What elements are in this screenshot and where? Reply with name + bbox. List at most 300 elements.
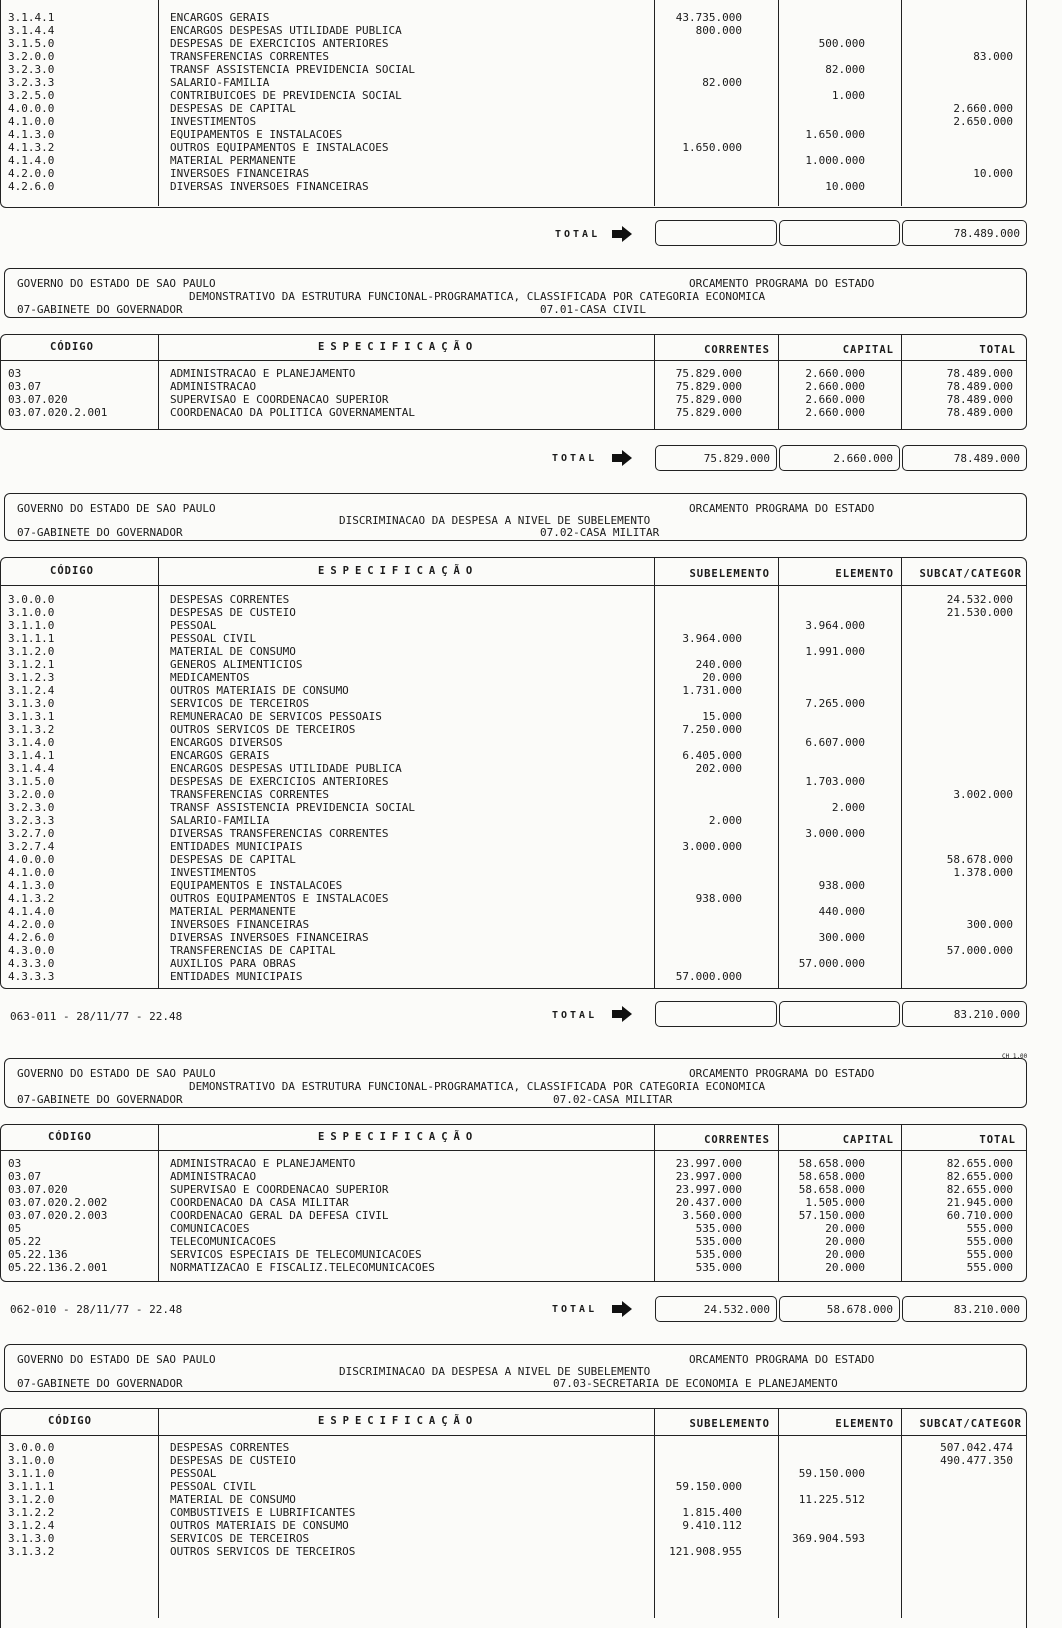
- gov-name: GOVERNO DO ESTADO DE SAO PAULO: [17, 1353, 216, 1366]
- cell-spec: COORDENACAO DA POLITICA GOVERNAMENTAL: [170, 406, 416, 419]
- section3-total-c3: 83.210.000: [902, 1001, 1027, 1027]
- table-row: [0, 671, 1027, 684]
- section2-header-rule: [0, 360, 1027, 361]
- cell-spec: OUTROS EQUIPAMENTOS E INSTALACOES: [170, 892, 389, 905]
- cell-spec: DESPESAS CORRENTES: [170, 1441, 290, 1454]
- section3-total-label: TOTAL: [552, 1010, 598, 1021]
- cell-spec: DESPESAS DE EXERCICIOS ANTERIORES: [170, 775, 389, 788]
- cell-code: 3.2.3.3: [8, 814, 55, 827]
- header-c1: CORRENTES: [704, 344, 770, 356]
- cell-c1: 2.000: [708, 814, 742, 827]
- table-row: [0, 167, 1027, 180]
- table-row: [0, 1480, 1027, 1493]
- cell-spec: OUTROS SERVICOS DE TERCEIROS: [170, 1545, 356, 1558]
- table-row: [0, 154, 1027, 167]
- cell-c2: 1.991.000: [805, 645, 865, 658]
- cell-code: 05: [8, 1222, 22, 1235]
- cell-code: 4.3.0.0: [8, 944, 55, 957]
- cell-c2: 10.000: [825, 180, 865, 193]
- table-row: [0, 406, 1027, 419]
- gov-name: GOVERNO DO ESTADO DE SAO PAULO: [17, 1067, 216, 1080]
- cell-c3: 57.000.000: [946, 944, 1013, 957]
- table-row: [0, 684, 1027, 697]
- table-row: [0, 50, 1027, 63]
- cell-c2: 500.000: [818, 37, 865, 50]
- cell-c3: 300.000: [966, 918, 1013, 931]
- table-row: [0, 957, 1027, 970]
- table-row: [0, 1532, 1027, 1545]
- cell-c1: 20.437.000: [675, 1196, 742, 1209]
- section2-total-label: TOTAL: [552, 453, 598, 464]
- cell-c1: 202.000: [695, 762, 742, 775]
- cell-c3: 555.000: [966, 1222, 1013, 1235]
- cell-spec: MATERIAL DE CONSUMO: [170, 645, 296, 658]
- cell-spec: CONTRIBUICOES DE PREVIDENCIA SOCIAL: [170, 89, 402, 102]
- table-row: [0, 710, 1027, 723]
- cell-code: 3.1.4.1: [8, 11, 55, 24]
- table-row: [0, 944, 1027, 957]
- report-title: DEMONSTRATIVO DA ESTRUTURA FUNCIONAL-PROGRAMATICA, CLASSIFICADA POR CATEGORIA ECONOMICA: [189, 1080, 766, 1093]
- cell-c1: 20.000: [702, 671, 742, 684]
- dept: 07-GABINETE DO GOVERNADOR: [17, 1093, 183, 1106]
- cell-code: 3.1.2.1: [8, 658, 55, 671]
- header-codigo: CÓDIGO: [48, 1415, 92, 1427]
- cell-c3: 507.042.474: [940, 1441, 1013, 1454]
- cell-spec: ENCARGOS GERAIS: [170, 11, 270, 24]
- cell-spec: ENCARGOS DESPESAS UTILIDADE PUBLICA: [170, 762, 402, 775]
- table-row: [0, 115, 1027, 128]
- cell-c3: 2.660.000: [953, 102, 1013, 115]
- table-row: [0, 367, 1027, 380]
- table-row: [0, 801, 1027, 814]
- cell-code: 4.1.3.2: [8, 892, 55, 905]
- cell-code: 3.1.0.0: [8, 606, 55, 619]
- header-codigo: CÓDIGO: [50, 565, 94, 577]
- cell-code: 3.1.1.0: [8, 1467, 55, 1480]
- orc-title: ORCAMENTO PROGRAMA DO ESTADO: [689, 1067, 875, 1080]
- cell-spec: MATERIAL PERMANENTE: [170, 154, 296, 167]
- cell-spec: COMBUSTIVEIS E LUBRIFICANTES: [170, 1506, 356, 1519]
- cell-spec: TRANSFERENCIAS DE CAPITAL: [170, 944, 336, 957]
- cell-code: 3.1.2.2: [8, 1506, 55, 1519]
- cell-code: 4.2.0.0: [8, 167, 55, 180]
- cell-spec: SALARIO-FAMILIA: [170, 76, 270, 89]
- section3-header-rule: [0, 585, 1027, 586]
- table-row: [0, 63, 1027, 76]
- section4-rows: [0, 1157, 1027, 1274]
- cell-code: 05.22.136.2.001: [8, 1261, 108, 1274]
- cell-code: 3.1.3.0: [8, 697, 55, 710]
- table-row: [0, 1248, 1027, 1261]
- cell-spec: DESPESAS DE CUSTEIO: [170, 1454, 296, 1467]
- table-row: [0, 879, 1027, 892]
- cell-code: 03.07.020.2.003: [8, 1209, 108, 1222]
- cell-spec: ENCARGOS GERAIS: [170, 749, 270, 762]
- section3-footer: 063-011 - 28/11/77 - 22.48: [10, 1010, 183, 1023]
- cell-c1: 1.650.000: [682, 141, 742, 154]
- header-especificacao: ESPECIFICAÇÃO: [318, 1131, 479, 1143]
- cell-c2: 1.000: [831, 89, 865, 102]
- section3-total-c1: [655, 1001, 777, 1027]
- cell-code: 3.2.7.4: [8, 840, 55, 853]
- cell-code: 4.2.0.0: [8, 918, 55, 931]
- cell-spec: TRANSF ASSISTENCIA PREVIDENCIA SOCIAL: [170, 63, 416, 76]
- section1-total-c3: 78.489.000: [902, 220, 1027, 246]
- cell-code: 3.0.0.0: [8, 593, 55, 606]
- cell-c1: 6.405.000: [682, 749, 742, 762]
- cell-spec: DIVERSAS TRANSFERENCIAS CORRENTES: [170, 827, 389, 840]
- section1-rows: [0, 11, 1027, 193]
- table-row: [0, 593, 1027, 606]
- table-row: [0, 736, 1027, 749]
- table-row: [0, 1493, 1027, 1506]
- header-c2: CAPITAL: [842, 344, 894, 356]
- table-row: [0, 866, 1027, 879]
- cell-c3: 3.002.000: [953, 788, 1013, 801]
- cell-c2: 20.000: [825, 1261, 865, 1274]
- cell-c1: 535.000: [695, 1248, 742, 1261]
- cell-c1: 535.000: [695, 1235, 742, 1248]
- cell-spec: ENTIDADES MUNICIPAIS: [170, 840, 303, 853]
- cell-spec: DESPESAS DE CAPITAL: [170, 853, 296, 866]
- cell-c3: 10.000: [973, 167, 1013, 180]
- cell-spec: TRANSF ASSISTENCIA PREVIDENCIA SOCIAL: [170, 801, 416, 814]
- cell-c1: 3.964.000: [682, 632, 742, 645]
- table-row: [0, 814, 1027, 827]
- orc-title: ORCAMENTO PROGRAMA DO ESTADO: [689, 502, 875, 515]
- cell-spec: GENEROS ALIMENTICIOS: [170, 658, 303, 671]
- cell-spec: MATERIAL PERMANENTE: [170, 905, 296, 918]
- cell-c1: 7.250.000: [682, 723, 742, 736]
- table-row: [0, 89, 1027, 102]
- table-row: [0, 1261, 1027, 1274]
- cell-c3: 490.477.350: [940, 1454, 1013, 1467]
- cell-code: 4.1.0.0: [8, 115, 55, 128]
- cell-c2: 2.660.000: [805, 380, 865, 393]
- table-row: [0, 1209, 1027, 1222]
- cell-code: 4.1.3.0: [8, 879, 55, 892]
- cell-code: 05.22.136: [8, 1248, 68, 1261]
- cell-c1: 1.815.400: [682, 1506, 742, 1519]
- cell-c3: 78.489.000: [946, 380, 1013, 393]
- cell-code: 03.07: [8, 380, 42, 393]
- table-row: [0, 1519, 1027, 1532]
- cell-c1: 800.000: [695, 24, 742, 37]
- cell-code: 03: [8, 1157, 22, 1170]
- table-row: [0, 1454, 1027, 1467]
- cell-code: 3.1.0.0: [8, 1454, 55, 1467]
- section4-total-c3: 83.210.000: [902, 1296, 1027, 1322]
- cell-spec: OUTROS MATERIAIS DE CONSUMO: [170, 684, 349, 697]
- table-row: [0, 1196, 1027, 1209]
- cell-spec: NORMATIZACAO E FISCALIZ.TELECOMUNICACOES: [170, 1261, 435, 1274]
- section3-total-c2: [779, 1001, 900, 1027]
- table-row: [0, 775, 1027, 788]
- cell-c1: 43.735.000: [675, 11, 742, 24]
- cell-code: 4.1.4.0: [8, 905, 55, 918]
- table-row: [0, 606, 1027, 619]
- cell-c1: 9.410.112: [682, 1519, 742, 1532]
- table-row: [0, 632, 1027, 645]
- unit: 07.03-SECRETARIA DE ECONOMIA E PLANEJAMENTO: [553, 1377, 838, 1390]
- cell-spec: COMUNICACOES: [170, 1222, 250, 1235]
- cell-code: 3.1.2.4: [8, 684, 55, 697]
- cell-c2: 3.000.000: [805, 827, 865, 840]
- cell-c1: 535.000: [695, 1222, 742, 1235]
- cell-code: 4.2.6.0: [8, 180, 55, 193]
- cell-spec: DESPESAS CORRENTES: [170, 593, 290, 606]
- cell-c2: 1.505.000: [805, 1196, 865, 1209]
- table-row: [0, 762, 1027, 775]
- cell-code: 3.1.3.1: [8, 710, 55, 723]
- cell-c3: 555.000: [966, 1261, 1013, 1274]
- table-row: [0, 180, 1027, 193]
- table-row: [0, 37, 1027, 50]
- cell-code: 3.1.2.0: [8, 645, 55, 658]
- dept: 07-GABINETE DO GOVERNADOR: [17, 303, 183, 316]
- report-title: DEMONSTRATIVO DA ESTRUTURA FUNCIONAL-PROGRAMATICA, CLASSIFICADA POR CATEGORIA ECONOMICA: [189, 290, 766, 303]
- section4-header-rule: [0, 1150, 1027, 1151]
- section5-rows: [0, 1441, 1027, 1558]
- cell-c1: 15.000: [702, 710, 742, 723]
- cell-c2: 57.150.000: [798, 1209, 865, 1222]
- cell-spec: EQUIPAMENTOS E INSTALACOES: [170, 879, 343, 892]
- cell-code: 3.1.5.0: [8, 775, 55, 788]
- section3-banner: [4, 493, 1027, 541]
- cell-spec: PESSOAL: [170, 619, 217, 632]
- cell-spec: INVERSOES FINANCEIRAS: [170, 918, 310, 931]
- cell-spec: DESPESAS DE CAPITAL: [170, 102, 296, 115]
- table-row: [0, 1183, 1027, 1196]
- section1-total-c1: [655, 220, 777, 246]
- cell-c2: 7.265.000: [805, 697, 865, 710]
- cell-c1: 3.560.000: [682, 1209, 742, 1222]
- cell-spec: COORDENACAO DA CASA MILITAR: [170, 1196, 349, 1209]
- cell-code: 3.2.3.3: [8, 76, 55, 89]
- cell-spec: MATERIAL DE CONSUMO: [170, 1493, 296, 1506]
- cell-c2: 58.658.000: [798, 1183, 865, 1196]
- cell-c2: 1.703.000: [805, 775, 865, 788]
- table-row: [0, 749, 1027, 762]
- cell-code: 4.0.0.0: [8, 853, 55, 866]
- cell-code: 03.07.020: [8, 1183, 68, 1196]
- cell-code: 4.2.6.0: [8, 931, 55, 944]
- cell-spec: INVESTIMENTOS: [170, 115, 257, 128]
- section2-rows: [0, 367, 1027, 419]
- cell-code: 4.1.4.0: [8, 154, 55, 167]
- cell-c1: 75.829.000: [675, 380, 742, 393]
- cell-c3: 78.489.000: [946, 393, 1013, 406]
- header-c1: SUBELEMENTO: [689, 568, 770, 580]
- header-c3: SUBCAT/CATEGOR: [919, 1418, 1022, 1430]
- cell-c2: 82.000: [825, 63, 865, 76]
- cell-code: 3.1.1.0: [8, 619, 55, 632]
- cell-c1: 121.908.955: [669, 1545, 742, 1558]
- cell-spec: EQUIPAMENTOS E INSTALACOES: [170, 128, 343, 141]
- cell-code: 03.07.020.2.002: [8, 1196, 108, 1209]
- cell-spec: PESSOAL CIVIL: [170, 1480, 257, 1493]
- cell-spec: SALARIO-FAMILIA: [170, 814, 270, 827]
- orc-title: ORCAMENTO PROGRAMA DO ESTADO: [689, 277, 875, 290]
- table-row: [0, 380, 1027, 393]
- cell-spec: DIVERSAS INVERSOES FINANCEIRAS: [170, 180, 369, 193]
- cell-spec: TRANSFERENCIAS CORRENTES: [170, 788, 329, 801]
- section4-footer: 062-010 - 28/11/77 - 22.48: [10, 1303, 183, 1316]
- cell-c3: 21.530.000: [946, 606, 1013, 619]
- table-row: [0, 1222, 1027, 1235]
- cell-c2: 58.658.000: [798, 1170, 865, 1183]
- table-row: [0, 128, 1027, 141]
- cell-spec: ADMINISTRACAO E PLANEJAMENTO: [170, 367, 356, 380]
- cell-code: 3.1.4.4: [8, 762, 55, 775]
- section3-rows: [0, 593, 1027, 983]
- header-c1: SUBELEMENTO: [689, 1418, 770, 1430]
- cell-c1: 82.000: [702, 76, 742, 89]
- cell-code: 3.1.4.1: [8, 749, 55, 762]
- cell-c3: 83.000: [973, 50, 1013, 63]
- cell-c1: 59.150.000: [675, 1480, 742, 1493]
- header-c2: ELEMENTO: [835, 1418, 894, 1430]
- cell-spec: DESPESAS DE CUSTEIO: [170, 606, 296, 619]
- cell-spec: SERVICOS DE TERCEIROS: [170, 1532, 310, 1545]
- header-c3: TOTAL: [979, 1134, 1016, 1146]
- table-row: [0, 840, 1027, 853]
- table-row: [0, 892, 1027, 905]
- cell-spec: OUTROS EQUIPAMENTOS E INSTALACOES: [170, 141, 389, 154]
- table-row: [0, 76, 1027, 89]
- cell-code: 3.1.3.2: [8, 1545, 55, 1558]
- cell-c3: 82.655.000: [946, 1183, 1013, 1196]
- cell-code: 4.1.0.0: [8, 866, 55, 879]
- report-title: DISCRIMINACAO DA DESPESA A NIVEL DE SUBELEMENTO: [339, 1365, 651, 1378]
- cell-spec: SUPERVISAO E COORDENACAO SUPERIOR: [170, 1183, 389, 1196]
- cell-spec: ADMINISTRACAO: [170, 1170, 257, 1183]
- section5-banner: [4, 1344, 1027, 1392]
- cell-spec: DESPESAS DE EXERCICIOS ANTERIORES: [170, 37, 389, 50]
- cell-code: 03.07: [8, 1170, 42, 1183]
- cell-spec: AUXILIOS PARA OBRAS: [170, 957, 296, 970]
- table-row: [0, 102, 1027, 115]
- cell-spec: TRANSFERENCIAS CORRENTES: [170, 50, 329, 63]
- cell-spec: OUTROS SERVICOS DE TERCEIROS: [170, 723, 356, 736]
- cell-c2: 20.000: [825, 1222, 865, 1235]
- cell-code: 4.0.0.0: [8, 102, 55, 115]
- cell-c1: 1.731.000: [682, 684, 742, 697]
- section1-total-c2: [779, 220, 900, 246]
- table-row: [0, 697, 1027, 710]
- cell-c1: 23.997.000: [675, 1157, 742, 1170]
- section2-banner: [4, 268, 1027, 318]
- cell-c1: 535.000: [695, 1261, 742, 1274]
- unit: 07.01-CASA CIVIL: [540, 303, 646, 316]
- cell-c3: 78.489.000: [946, 367, 1013, 380]
- cell-spec: REMUNERACAO DE SERVICOS PESSOAIS: [170, 710, 382, 723]
- table-row: [0, 918, 1027, 931]
- table-row: [0, 658, 1027, 671]
- cell-spec: DIVERSAS INVERSOES FINANCEIRAS: [170, 931, 369, 944]
- cell-c3: 60.710.000: [946, 1209, 1013, 1222]
- cell-c2: 2.660.000: [805, 367, 865, 380]
- cell-spec: ENTIDADES MUNICIPAIS: [170, 970, 303, 983]
- cell-c2: 6.607.000: [805, 736, 865, 749]
- table-row: [0, 1545, 1027, 1558]
- cell-c2: 11.225.512: [798, 1493, 865, 1506]
- section5-header-rule: [0, 1435, 1027, 1436]
- cell-spec: TELECOMUNICACOES: [170, 1235, 276, 1248]
- gov-name: GOVERNO DO ESTADO DE SAO PAULO: [17, 502, 216, 515]
- cell-code: 3.1.3.2: [8, 723, 55, 736]
- section2-total-c1: 75.829.000: [655, 445, 777, 471]
- cell-c2: 2.660.000: [805, 393, 865, 406]
- unit: 07.02-CASA MILITAR: [540, 526, 660, 539]
- cell-code: 3.1.3.0: [8, 1532, 55, 1545]
- cell-c1: 240.000: [695, 658, 742, 671]
- section3-mark: CH 1.00: [1002, 1053, 1028, 1060]
- table-row: [0, 645, 1027, 658]
- cell-spec: PESSOAL CIVIL: [170, 632, 257, 645]
- header-especificacao: ESPECIFICAÇÃO: [318, 1415, 479, 1427]
- cell-spec: ENCARGOS DESPESAS UTILIDADE PUBLICA: [170, 24, 402, 37]
- header-c3: TOTAL: [979, 344, 1016, 356]
- cell-spec: SERVICOS ESPECIAIS DE TELECOMUNICACOES: [170, 1248, 422, 1261]
- cell-spec: ADMINISTRACAO: [170, 380, 257, 393]
- header-c3: SUBCAT/CATEGOR: [919, 568, 1022, 580]
- cell-spec: SERVICOS DE TERCEIROS: [170, 697, 310, 710]
- cell-c2: 440.000: [818, 905, 865, 918]
- dept: 07-GABINETE DO GOVERNADOR: [17, 526, 183, 539]
- cell-code: 3.1.5.0: [8, 37, 55, 50]
- cell-code: 05.22: [8, 1235, 42, 1248]
- table-row: [0, 931, 1027, 944]
- cell-c3: 24.532.000: [946, 593, 1013, 606]
- table-row: [0, 827, 1027, 840]
- cell-code: 3.0.0.0: [8, 1441, 55, 1454]
- cell-c2: 2.000: [831, 801, 865, 814]
- cell-c1: 57.000.000: [675, 970, 742, 983]
- table-row: [0, 11, 1027, 24]
- header-c2: ELEMENTO: [835, 568, 894, 580]
- table-row: [0, 970, 1027, 983]
- table-row: [0, 619, 1027, 632]
- cell-code: 4.1.3.2: [8, 141, 55, 154]
- header-codigo: CÓDIGO: [48, 1131, 92, 1143]
- cell-code: 3.1.1.1: [8, 1480, 55, 1493]
- cell-spec: COORDENACAO GERAL DA DEFESA CIVIL: [170, 1209, 389, 1222]
- section2-total-c3: 78.489.000: [902, 445, 1027, 471]
- header-codigo: CÓDIGO: [50, 341, 94, 353]
- dept: 07-GABINETE DO GOVERNADOR: [17, 1377, 183, 1390]
- cell-c1: 75.829.000: [675, 406, 742, 419]
- table-row: [0, 393, 1027, 406]
- cell-code: 3.1.2.3: [8, 671, 55, 684]
- cell-spec: INVESTIMENTOS: [170, 866, 257, 879]
- section4-total-c1: 24.532.000: [655, 1296, 777, 1322]
- cell-code: 3.2.5.0: [8, 89, 55, 102]
- cell-c2: 59.150.000: [798, 1467, 865, 1480]
- cell-c2: 20.000: [825, 1235, 865, 1248]
- table-row: [0, 1506, 1027, 1519]
- cell-code: 3.2.7.0: [8, 827, 55, 840]
- table-row: [0, 24, 1027, 37]
- cell-c3: 78.489.000: [946, 406, 1013, 419]
- cell-c1: 75.829.000: [675, 393, 742, 406]
- cell-c1: 3.000.000: [682, 840, 742, 853]
- cell-code: 3.1.1.1: [8, 632, 55, 645]
- cell-c2: 57.000.000: [798, 957, 865, 970]
- section4-total-c2: 58.678.000: [779, 1296, 900, 1322]
- cell-c1: 23.997.000: [675, 1183, 742, 1196]
- section2-total-c2: 2.660.000: [779, 445, 900, 471]
